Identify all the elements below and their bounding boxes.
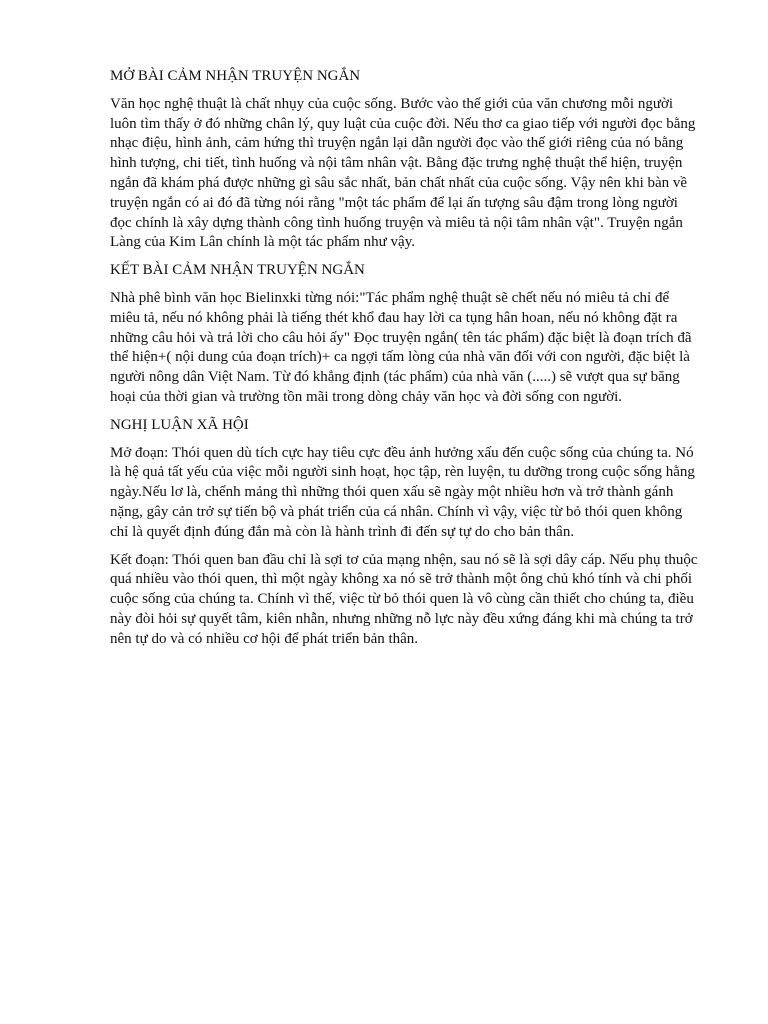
section-nghi-luan-xa-hoi xyxy=(110,416,698,650)
section-ket-bai xyxy=(110,261,698,408)
paragraph: Văn học nghệ thuật là chất nhụy của cuộc sống. Bước vào thế giới của văn chương mỗi người luôn tìm thấy ở đó những chân lý, quy luật của cuộc đời. Nếu thơ ca giao tiếp với người đọc bằng nhạc điệu, hình ảnh, cảm hứng thì truyện ngắn lại dẫn người đọc vào thế giới riêng của nó bằng hình tượng, chi tiết, tình huống và nội tâm nhân vật. Bằng đặc trưng nghệ thuật thể hiện, truyện ngắn đã khám phá được những gì sâu sắc nhất, bản chất nhất của cuộc sống. Vậy nên khi bàn về truyện ngắn có ai đó đã từng nói rằng "một tác phẩm để lại ấn tượng sâu đậm trong lòng người đọc chính là xây dựng thành công tình huống truyện và miêu tả nội tâm nhân vật". Truyện ngắn Làng của Kim Lân chính là một tác phẩm như vậy. xyxy=(110,95,696,251)
paragraph: Nhà phê bình văn học Bielinxki từng nói:"Tác phẩm nghệ thuật sẽ chết nếu nó miêu tả chỉ để miêu tả, nếu nó không phải là tiếng thét khổ đau hay lời ca tụng hân hoan, nếu nó không đặt ra những câu hỏi và trả lời cho câu hỏi ấy" Đọc truyện ngắn( tên tác phẩm) đặc biệt là đoạn trích đã thể hiện+( nội dung của đoạn trích)+ ca ngợi tấm lòng của nhà văn đối với con người, đặc biệt là người nông dân Việt Nam. Từ đó khẳng định (tác phẩm) của nhà văn (.....) sẽ vượt qua sự băng hoại của thời gian và trường tồn mãi trong dòng chảy văn học và đời sống con người. xyxy=(110,289,692,405)
section-heading: MỞ BÀI CẢM NHẬN TRUYỆN NGẮN xyxy=(110,68,361,84)
paragraph: Mở đoạn: Thói quen dù tích cực hay tiêu cực đều ảnh hưởng xấu đến cuộc sống của chúng ta. Nó là hệ quả tất yếu của việc mỗi người sinh hoạt, học tập, rèn luyện, tu dưỡng trong cuộc sống hằng ngày.Nếu lơ là, chểnh mảng thì những thói quen xấu sẽ ngày một nhiều hơn và trở thành gánh nặng, gây cản trở sự tiến bộ và phát triển của cá nhân. Chính vì vậy, việc từ bỏ thói quen không chỉ là quyết định đúng đắn mà còn là hành trình đi đến sự tự do cho bản thân. xyxy=(110,444,695,540)
section-mo-bai xyxy=(110,67,698,253)
section-heading: NGHỊ LUẬN XÃ HỘI xyxy=(110,416,249,433)
paragraph: Kết đoạn: Thói quen ban đầu chỉ là sợi tơ của mạng nhện, sau nó sẽ là sợi dây cáp. Nếu phụ thuộc quá nhiều vào thói quen, thì một ngày không xa nó sẽ trở thành một ông chủ khó tính và chi phối cuộc sống của chúng ta. Chính vì thế, việc từ bỏ thói quen là vô cùng cần thiết cho chúng ta, điều này đòi hỏi sự quyết tâm, kiên nhẫn, nhưng những nỗ lực này đều xứng đáng khi mà chúng ta trở nên tự do và có nhiều cơ hội để phát triển bản thân. xyxy=(110,551,698,647)
section-heading: KẾT BÀI CẢM NHẬN TRUYỆN NGẮN xyxy=(110,262,365,279)
